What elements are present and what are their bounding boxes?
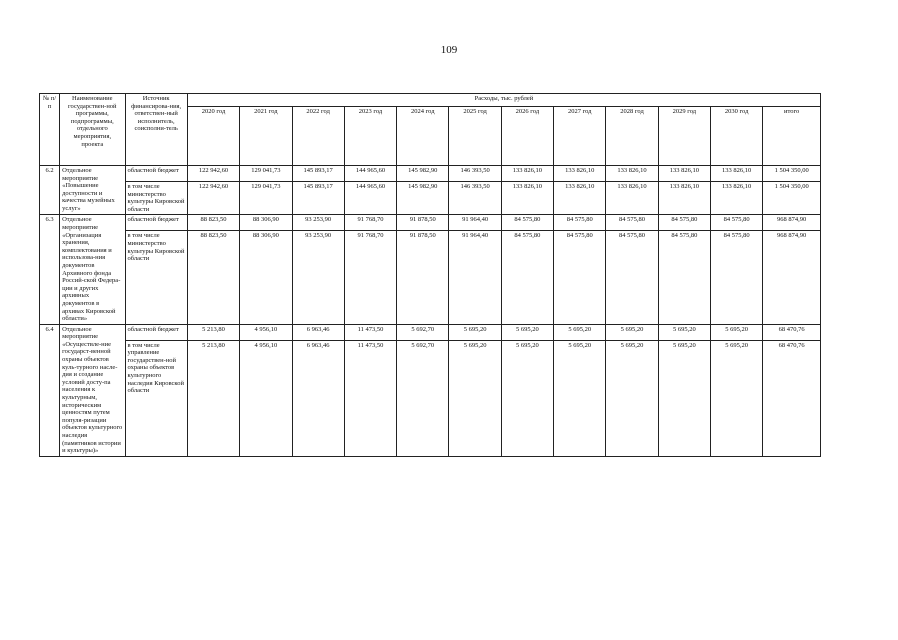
header-year: 2023 год	[344, 107, 396, 166]
row-value: 968 874,90	[763, 231, 821, 324]
row-value: 133 826,10	[554, 182, 606, 215]
row-value: 5 695,20	[606, 340, 658, 456]
row-source: в том числе министерство культуры Кировской области	[125, 182, 187, 215]
row-value: 1 504 350,00	[763, 166, 821, 182]
row-value: 91 768,70	[344, 231, 396, 324]
row-value: 68 470,76	[763, 324, 821, 340]
row-value: 91 964,40	[449, 215, 501, 231]
table-row	[40, 231, 821, 324]
row-value: 133 826,10	[606, 182, 658, 215]
row-value: 88 306,90	[240, 231, 292, 324]
row-index: 6.2	[40, 166, 60, 215]
row-value: 145 893,17	[292, 182, 344, 215]
header-expenses-title: Расходы, тыс. рублей	[187, 94, 820, 107]
row-value: 91 878,50	[397, 215, 449, 231]
row-value: 5 695,20	[711, 324, 763, 340]
row-value: 968 874,90	[763, 215, 821, 231]
header-year: 2028 год	[606, 107, 658, 166]
row-value: 91 964,40	[449, 231, 501, 324]
row-value: 88 823,50	[187, 215, 239, 231]
row-value: 88 823,50	[187, 231, 239, 324]
row-value: 5 695,20	[658, 340, 710, 456]
row-value: 84 575,80	[711, 231, 763, 324]
table-row	[40, 340, 821, 456]
row-value: 122 942,60	[187, 182, 239, 215]
row-value: 88 306,90	[240, 215, 292, 231]
row-value: 133 826,10	[658, 166, 710, 182]
row-value: 133 826,10	[606, 166, 658, 182]
row-value: 5 695,20	[554, 324, 606, 340]
row-value: 91 878,50	[397, 231, 449, 324]
row-value: 145 893,17	[292, 166, 344, 182]
row-value: 6 963,46	[292, 340, 344, 456]
row-source: областной бюджет	[125, 215, 187, 231]
row-value: 133 826,10	[658, 182, 710, 215]
row-value: 6 963,46	[292, 324, 344, 340]
table-row	[40, 182, 821, 215]
row-name: Отдельное мероприятие «Организация хранения, комплектования и использова-ния документов Архивного фонда Россий-ской Федера-ции и других архивных документов в архивах Кировской области»	[60, 215, 125, 324]
row-value: 5 695,20	[658, 324, 710, 340]
table-row	[40, 166, 821, 182]
row-source: областной бюджет	[125, 324, 187, 340]
expenses-table	[39, 93, 821, 457]
row-value: 91 768,70	[344, 215, 396, 231]
row-value: 144 965,60	[344, 182, 396, 215]
header-year: 2029 год	[658, 107, 710, 166]
header-year: 2030 год	[711, 107, 763, 166]
row-value: 84 575,80	[711, 215, 763, 231]
row-value: 5 695,20	[606, 324, 658, 340]
row-value: 129 041,73	[240, 182, 292, 215]
row-value: 146 393,50	[449, 182, 501, 215]
header-year: 2026 год	[501, 107, 553, 166]
row-value: 133 826,10	[501, 182, 553, 215]
row-value: 146 393,50	[449, 166, 501, 182]
header-year: 2024 год	[397, 107, 449, 166]
row-value: 145 982,90	[397, 182, 449, 215]
row-value: 4 956,10	[240, 340, 292, 456]
table-body	[40, 166, 821, 457]
row-value: 5 695,20	[711, 340, 763, 456]
row-source: областной бюджет	[125, 166, 187, 182]
row-value: 5 213,80	[187, 340, 239, 456]
row-index: 6.3	[40, 215, 60, 324]
row-value: 144 965,60	[344, 166, 396, 182]
row-value: 5 213,80	[187, 324, 239, 340]
row-value: 84 575,80	[554, 231, 606, 324]
header-year: итого	[763, 107, 821, 166]
header-year: 2027 год	[554, 107, 606, 166]
row-name: Отдельное мероприятие «Осуществле-ние государст-венной охраны объектов куль-турного насле-дия и создание условий досту-па населения к культурным, историческим ценностям путем популя-ризации объектов культурного наследия (памятников истории и культуры)»	[60, 324, 125, 456]
row-value: 5 695,20	[449, 340, 501, 456]
header-year: 2025 год	[449, 107, 501, 166]
row-index: 6.4	[40, 324, 60, 456]
row-value: 5 695,20	[554, 340, 606, 456]
row-value: 4 956,10	[240, 324, 292, 340]
row-value: 122 942,60	[187, 166, 239, 182]
row-value: 5 692,70	[397, 324, 449, 340]
row-value: 84 575,80	[658, 231, 710, 324]
row-source: в том числе министерство культуры Кировской области	[125, 231, 187, 324]
row-name: Отдельное мероприятие «Повышение доступности и качества музейных услуг»	[60, 166, 125, 215]
row-value: 5 695,20	[449, 324, 501, 340]
row-value: 133 826,10	[501, 166, 553, 182]
row-value: 145 982,90	[397, 166, 449, 182]
row-value: 84 575,80	[658, 215, 710, 231]
header-source: Источник финансирова-ния, ответствен-ный исполнитель, соисполни-тель	[125, 94, 187, 166]
row-value: 5 695,20	[501, 340, 553, 456]
table-row	[40, 215, 821, 231]
table-row	[40, 324, 821, 340]
header-year: 2021 год	[240, 107, 292, 166]
row-value: 129 041,73	[240, 166, 292, 182]
header-index: № п/п	[40, 94, 60, 166]
header-year: 2020 год	[187, 107, 239, 166]
header-year: 2022 год	[292, 107, 344, 166]
row-value: 11 473,50	[344, 324, 396, 340]
row-value: 1 504 350,00	[763, 182, 821, 215]
row-value: 93 253,90	[292, 231, 344, 324]
page-number: 109	[440, 44, 458, 56]
row-value: 84 575,80	[501, 231, 553, 324]
header-name: Наименование государствен-ной программы, подпрограммы, отдельного мероприятия, проекта	[60, 94, 125, 166]
row-value: 11 473,50	[344, 340, 396, 456]
row-source: в том числе управление государствен-ной охраны объектов культурного наследия Кировской области	[125, 340, 187, 456]
row-value: 5 692,70	[397, 340, 449, 456]
row-value: 84 575,80	[501, 215, 553, 231]
row-value: 93 253,90	[292, 215, 344, 231]
row-value: 84 575,80	[606, 215, 658, 231]
row-value: 133 826,10	[554, 166, 606, 182]
row-value: 133 826,10	[711, 166, 763, 182]
row-value: 68 470,76	[763, 340, 821, 456]
row-value: 84 575,80	[606, 231, 658, 324]
row-value: 84 575,80	[554, 215, 606, 231]
row-value: 133 826,10	[711, 182, 763, 215]
row-value: 5 695,20	[501, 324, 553, 340]
